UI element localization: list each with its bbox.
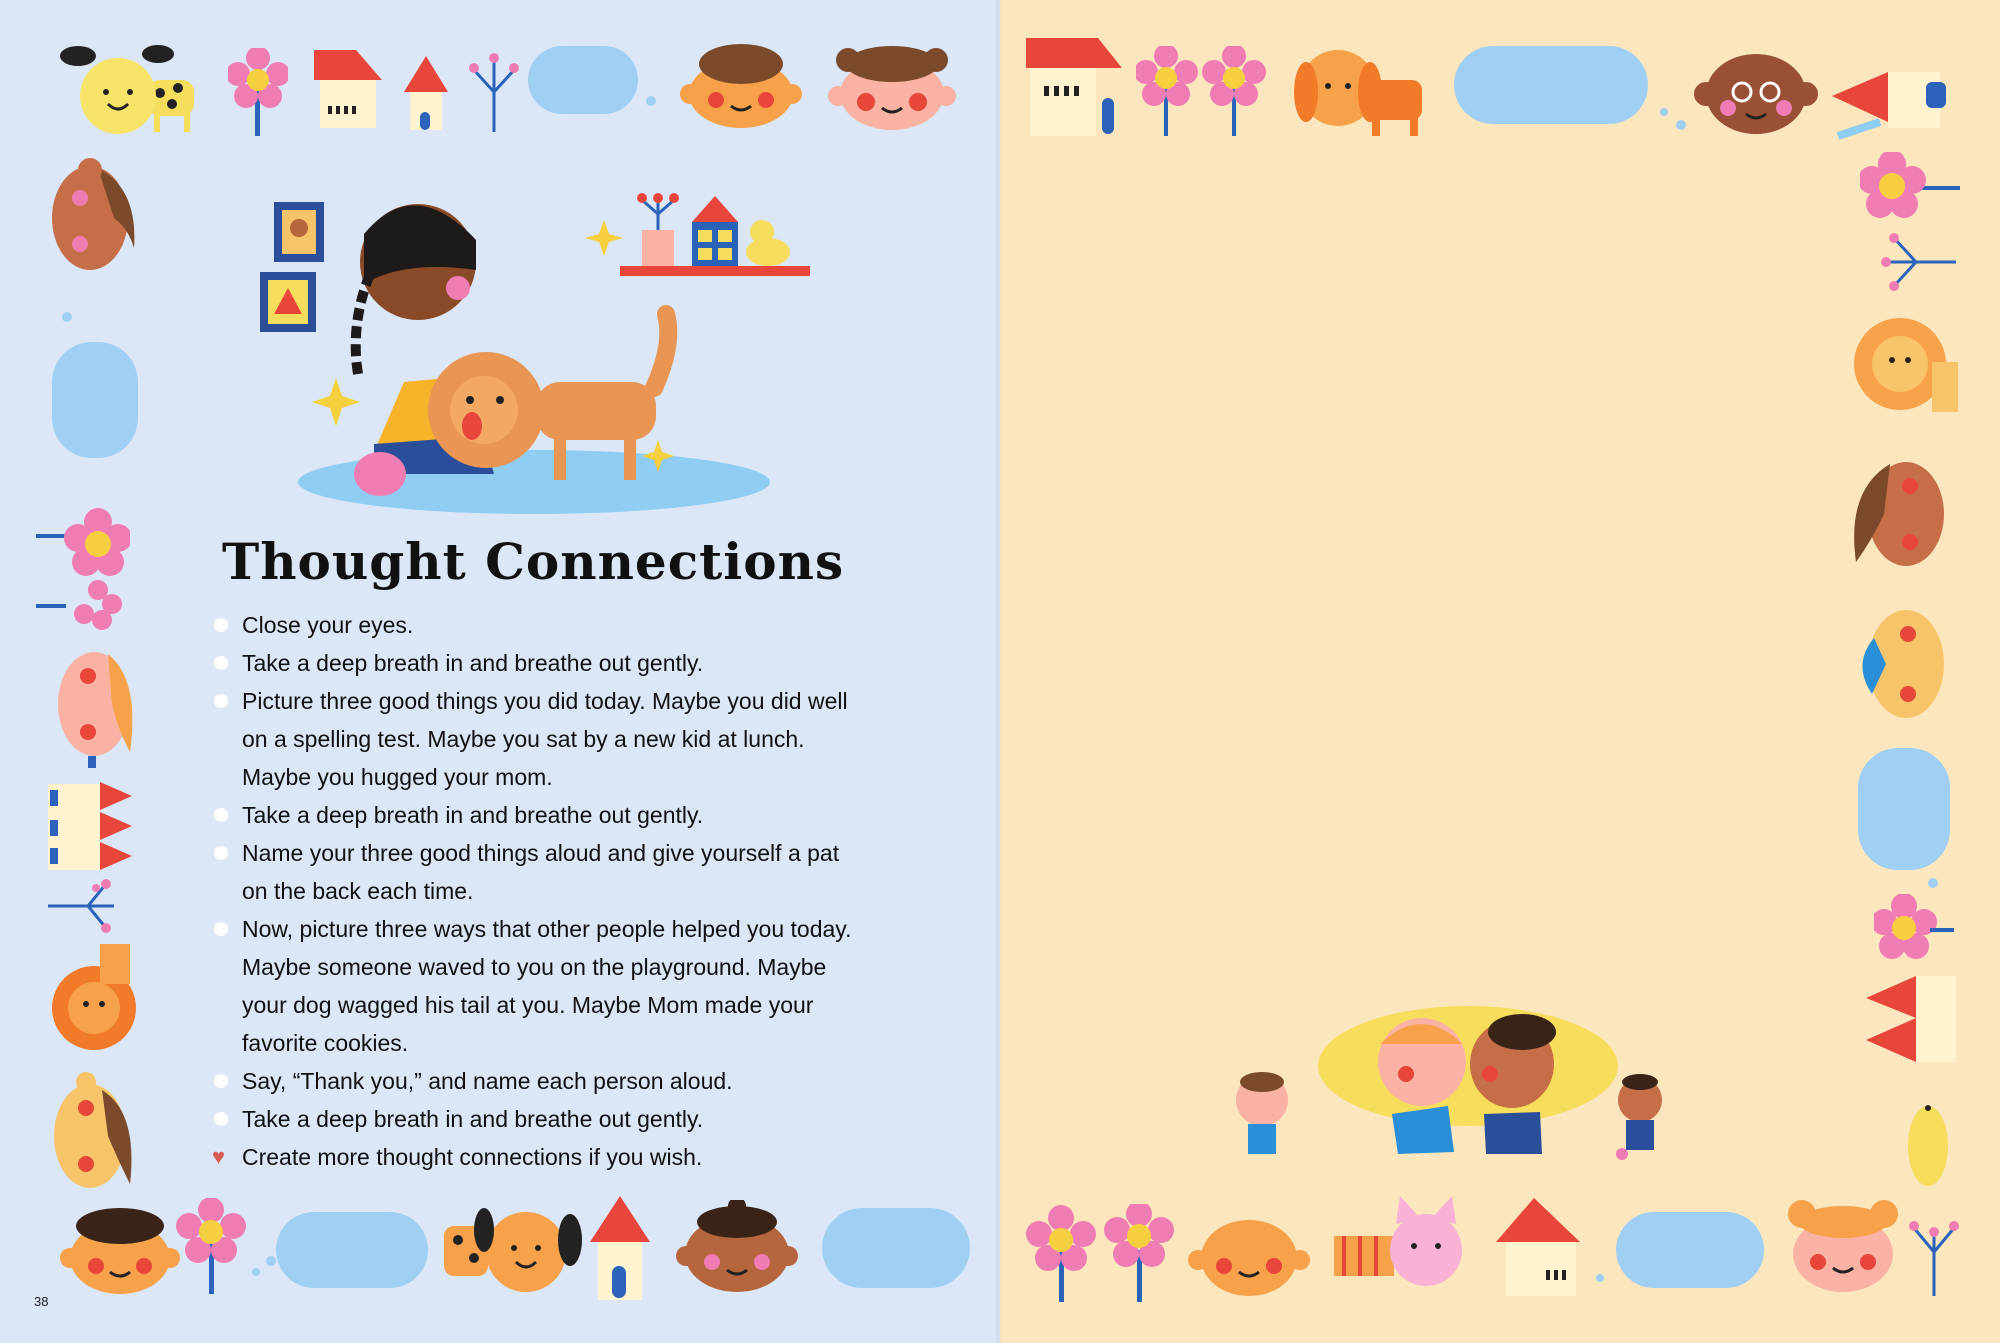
lion-icon <box>1848 302 1958 426</box>
house-icon <box>1026 38 1122 138</box>
flower-icon <box>176 1198 246 1296</box>
page-number: 38 <box>34 1294 49 1309</box>
bullet-icon <box>214 808 228 822</box>
step-item <box>214 1100 854 1138</box>
kid-face-icon <box>1778 1196 1908 1296</box>
flower-icon <box>1136 46 1266 138</box>
dog-icon <box>60 38 210 138</box>
steps-list <box>214 606 854 1176</box>
step-text: Now, picture three ways that other people helped you today. Maybe someone waved to you on the playground. Maybe your dog wagged his tail at you. Maybe Mom made your favorite cookies. <box>242 916 852 1056</box>
step-item <box>214 644 854 682</box>
kid-face-icon <box>822 38 962 134</box>
cloud-icon <box>1660 108 1668 116</box>
house-icon <box>314 46 384 130</box>
kid-face-icon <box>46 1072 138 1198</box>
house-icon <box>1832 62 1956 154</box>
bullet-icon <box>214 656 228 670</box>
house-icon <box>404 56 448 132</box>
kid-face-icon <box>1186 1212 1312 1298</box>
heart-icon: ♥ <box>212 1144 226 1169</box>
cloud-icon <box>1596 1274 1604 1282</box>
kid-face-icon <box>60 1200 180 1296</box>
cloud-icon <box>62 312 72 322</box>
kid-face-icon <box>1852 598 1952 728</box>
book-gutter <box>996 0 1004 1343</box>
step-item <box>214 796 854 834</box>
house-icon <box>1496 1198 1586 1298</box>
bullet-icon <box>214 1112 228 1126</box>
cloud-icon <box>252 1268 260 1276</box>
step-item <box>214 1138 854 1176</box>
kids-friends-illustration <box>1222 1004 1662 1174</box>
cloud-icon <box>1676 120 1686 130</box>
right-page <box>1000 0 2000 1343</box>
cloud-icon <box>822 1208 970 1288</box>
bird-icon <box>1906 1082 1956 1192</box>
kid-face-icon <box>672 1200 802 1296</box>
cloud-icon <box>1858 748 1950 870</box>
step-text: Close your eyes. <box>242 612 414 638</box>
cloud-icon <box>266 1256 276 1266</box>
flower-icon <box>228 48 288 138</box>
step-item <box>214 606 854 644</box>
kid-face-icon <box>1686 38 1826 136</box>
step-text: Say, “Thank you,” and name each person aloud. <box>242 1068 733 1094</box>
step-text: Name your three good things aloud and give yourself a pat on the back each time. <box>242 840 840 904</box>
step-text: Take a deep breath in and breathe out gently. <box>242 802 704 828</box>
flower-icon <box>1860 152 1960 222</box>
flower-icon <box>466 52 522 132</box>
step-text: Create more thought connections if you wish. <box>242 1144 703 1170</box>
cloud-icon <box>276 1212 428 1288</box>
flower-icon <box>36 504 130 630</box>
step-text: Picture three good things you did today. Maybe you did well on a spelling test. Maybe you sat by a new kid at lunch. Maybe you hugged your mom. <box>242 688 848 790</box>
bullet-icon <box>214 922 228 936</box>
cloud-icon <box>1616 1212 1764 1288</box>
step-item <box>214 682 854 796</box>
bullet-icon <box>214 1074 228 1088</box>
house-icon <box>1866 976 1956 1062</box>
flower-icon <box>1876 228 1956 298</box>
bullet-icon <box>214 694 228 708</box>
cloud-icon <box>646 96 656 106</box>
flower-icon <box>44 876 118 936</box>
bullet-icon <box>214 618 228 632</box>
bullet-icon <box>214 846 228 860</box>
flower-icon <box>1026 1204 1176 1304</box>
flower-icon <box>1874 894 1954 964</box>
girl-with-dog-illustration <box>254 174 814 518</box>
step-item <box>214 910 854 1062</box>
kid-face-icon <box>1846 450 1950 576</box>
kid-face-icon <box>676 42 806 132</box>
lion-icon <box>40 944 140 1064</box>
page-title: Thought Connections <box>222 532 845 591</box>
step-item <box>214 834 854 910</box>
house-icon <box>590 1196 650 1302</box>
step-text: Take a deep breath in and breathe out gently. <box>242 650 704 676</box>
flower-icon <box>1906 1212 1962 1296</box>
cloud-icon <box>528 46 638 114</box>
cloud-icon <box>52 342 138 458</box>
dog-icon <box>1292 46 1442 138</box>
step-item <box>214 1062 854 1100</box>
kid-face-icon <box>48 640 140 768</box>
cloud-icon <box>1454 46 1648 124</box>
dog-icon <box>444 1200 594 1300</box>
step-text: Take a deep breath in and breathe out gently. <box>242 1106 704 1132</box>
cloud-icon <box>1928 878 1938 888</box>
house-icon <box>48 782 132 872</box>
cat-icon <box>1330 1190 1480 1296</box>
kid-face-icon <box>38 158 142 278</box>
